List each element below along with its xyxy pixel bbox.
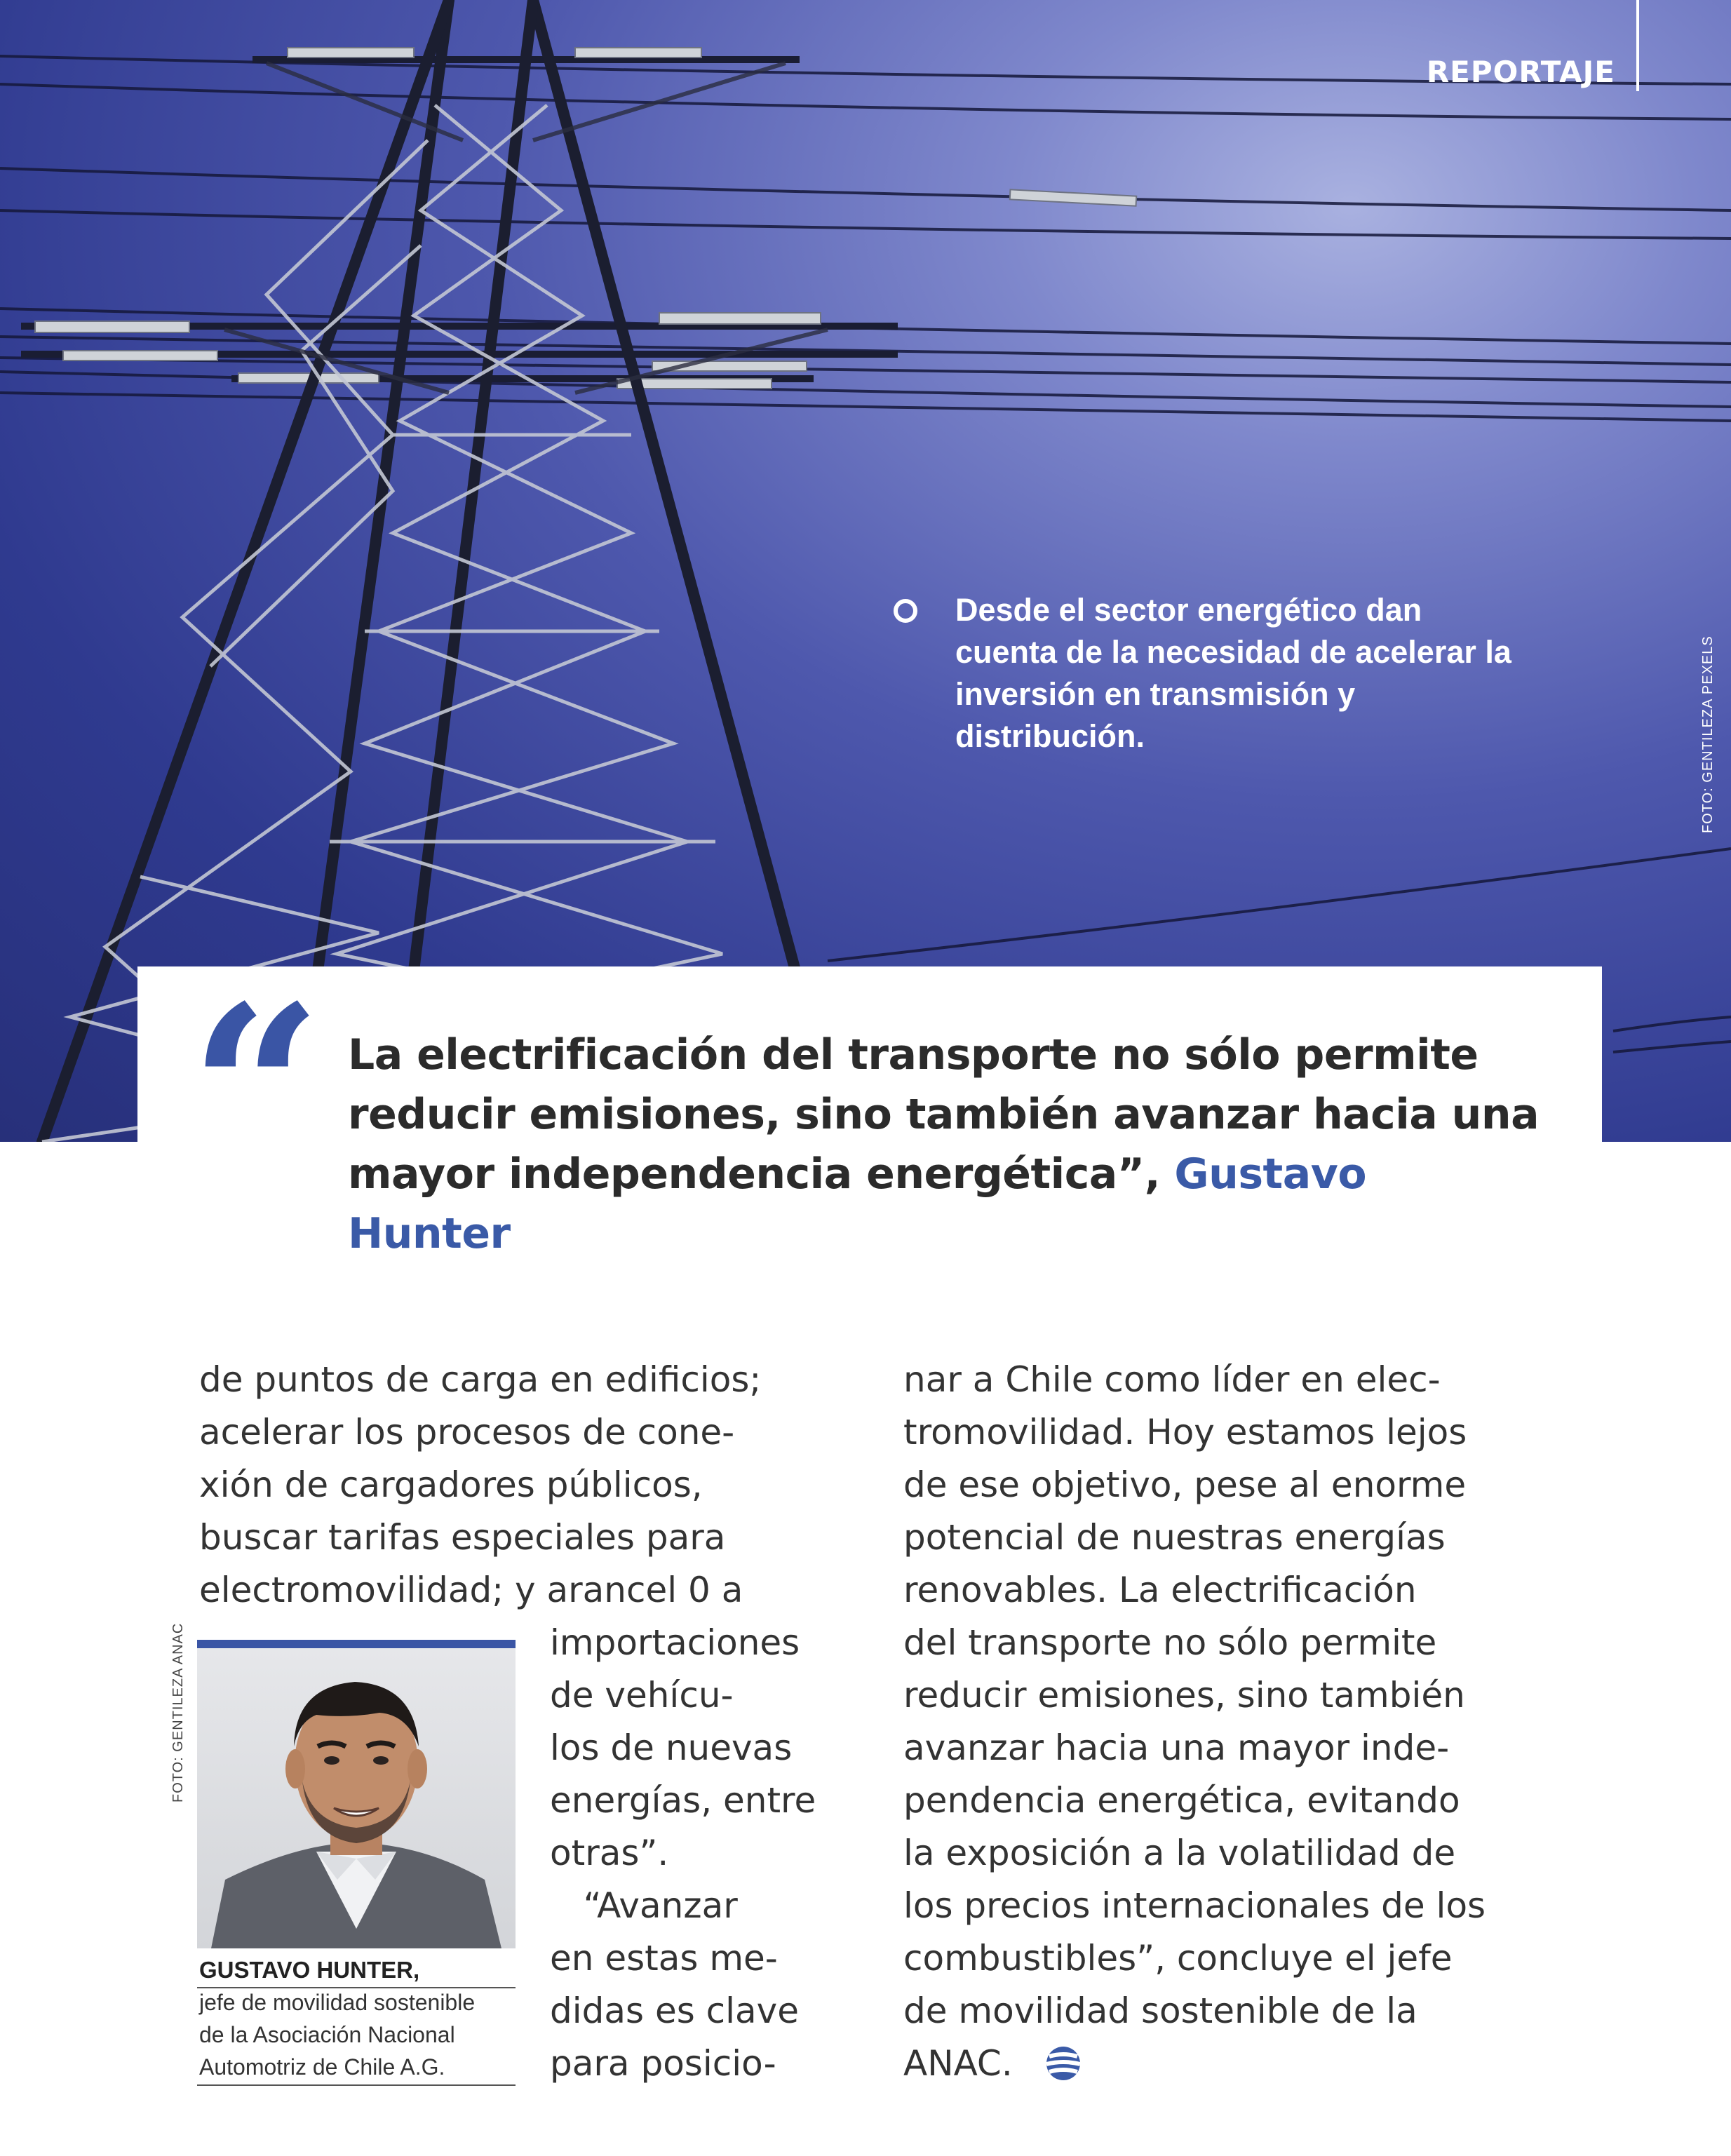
body-column-right: nar a Chile como líder en elec- tromovilidad. Hoy estamos lejos de ese objetivo, pese al enorme potencial de nuestras energías renovables. La electrificación del transporte no sólo permite reducir emisiones, sino también avanzar hacia una mayor inde- pendencia energética, evitando la exposición a la volatilidad de los precios internacionales de los combustibles”, concluye el jefe de movilidad sostenible de la ANAC. <box>903 1359 1486 2084</box>
hero-photo-credit: FOTO: GENTILEZA PEXELS <box>1700 635 1716 833</box>
portrait-illustration <box>197 1648 516 1948</box>
circle-outline-icon <box>894 599 917 623</box>
end-of-article-icon <box>1045 2045 1082 2082</box>
caption-text: Desde el sector energético dan cuenta de la necesidad de acelerar la inversión en transmisión y distribución. <box>955 592 1511 754</box>
quote-mark-icon: “ <box>189 955 323 1227</box>
pull-quote-text: La electrificación del transporte no sólo permite reducir emisiones, sino también avanzar hacia una mayor independencia energética”, <box>348 1030 1540 1199</box>
body-column-left-top: de puntos de carga en edificios; acelerar los procesos de cone- xión de cargadores públicos, buscar tarifas especiales para electromovilidad; y arancel 0 a <box>199 1359 762 1610</box>
section-rule <box>1636 0 1639 91</box>
section-label: REPORTAJE <box>1426 55 1615 89</box>
portrait-photo-credit: FOTO: GENTILEZA ANAC <box>170 1622 186 1803</box>
pull-quote <box>348 1025 1540 1264</box>
body-column-left-narrow: importaciones de vehícu- los de nuevas energías, entre otras”. “Avanzar en estas me- didas es clave para posicio- <box>550 1622 816 2084</box>
portrait-photo <box>197 1648 516 1948</box>
portrait-accent-rule <box>197 1640 516 1648</box>
portrait-role: jefe de movilidad sostenible de la Asociación Nacional Automotriz de Chile A.G. <box>199 1990 476 2080</box>
portrait-name: GUSTAVO HUNTER, <box>199 1957 420 1983</box>
portrait-bottom-rule <box>197 2084 516 2086</box>
pull-quote-author: Gustavo Hunter <box>348 1150 1367 1258</box>
